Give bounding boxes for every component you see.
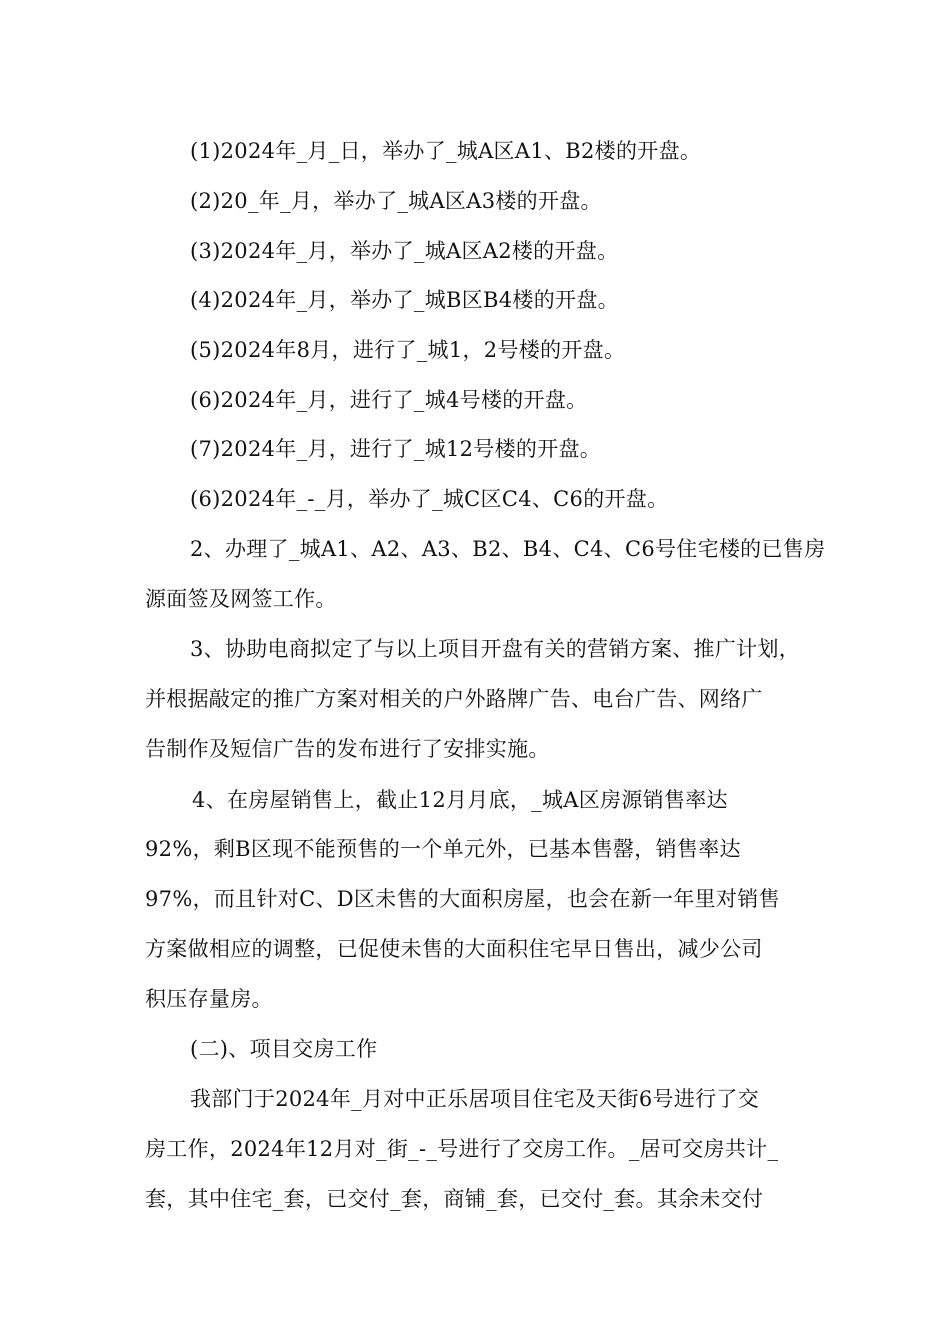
paragraph-line: 告制作及短信广告的发布进行了安排实施。 bbox=[145, 737, 550, 761]
list-item: (3)2024年_月，举办了_城A区A2楼的开盘。 bbox=[190, 239, 619, 263]
list-item: (7)2024年_月，进行了_城12号楼的开盘。 bbox=[190, 437, 602, 461]
section-heading: (二)、项目交房工作 bbox=[190, 1037, 378, 1061]
paragraph-line: 4、在房屋销售上，截止12月月底，_城A区房源销售率达 bbox=[192, 788, 728, 812]
list-item: (6)2024年_-_月，举办了_城C区C4、C6的开盘。 bbox=[190, 487, 669, 511]
paragraph-line: 源面签及网签工作。 bbox=[145, 587, 337, 611]
paragraph-line: 并根据敲定的推广方案对相关的户外路牌广告、电台广告、网络广 bbox=[145, 687, 763, 711]
paragraph-line: 97%，而且针对C、D区未售的大面积房屋，也会在新一年里对销售 bbox=[145, 887, 780, 911]
paragraph-line: 我部门于2024年_月对中正乐居项目住宅及天街6号进行了交 bbox=[190, 1087, 760, 1111]
list-item: (2)20_年_月，举办了_城A区A3楼的开盘。 bbox=[190, 189, 602, 213]
list-item: (6)2024年_月，进行了_城4号楼的开盘。 bbox=[190, 388, 588, 412]
paragraph-line: 方案做相应的调整，已促使未售的大面积住宅早日售出，减少公司 bbox=[145, 937, 763, 961]
paragraph-line: 积压存量房。 bbox=[145, 987, 273, 1011]
list-item: (4)2024年_月，举办了_城B区B4楼的开盘。 bbox=[190, 288, 619, 312]
paragraph-line: 3、协助电商拟定了与以上项目开盘有关的营销方案、推广计划， bbox=[190, 637, 801, 661]
list-item: (5)2024年8月，进行了_城1，2号楼的开盘。 bbox=[190, 338, 626, 362]
paragraph-line: 套，其中住宅_套，已交付_套，商铺_套，已交付_套。其余未交付 bbox=[145, 1187, 764, 1211]
paragraph-line: 92%，剩B区现不能预售的一个单元外，已基本售罄，销售率达 bbox=[145, 837, 741, 861]
paragraph-line: 2、办理了_城A1、A2、A3、B2、B4、C4、C6号住宅楼的已售房 bbox=[190, 537, 826, 561]
paragraph-line: 房工作，2024年12月对_街_-_号进行了交房工作。_居可交房共计_ bbox=[145, 1137, 779, 1161]
list-item: (1)2024年_月_日，举办了_城A区A1、B2楼的开盘。 bbox=[190, 139, 702, 163]
